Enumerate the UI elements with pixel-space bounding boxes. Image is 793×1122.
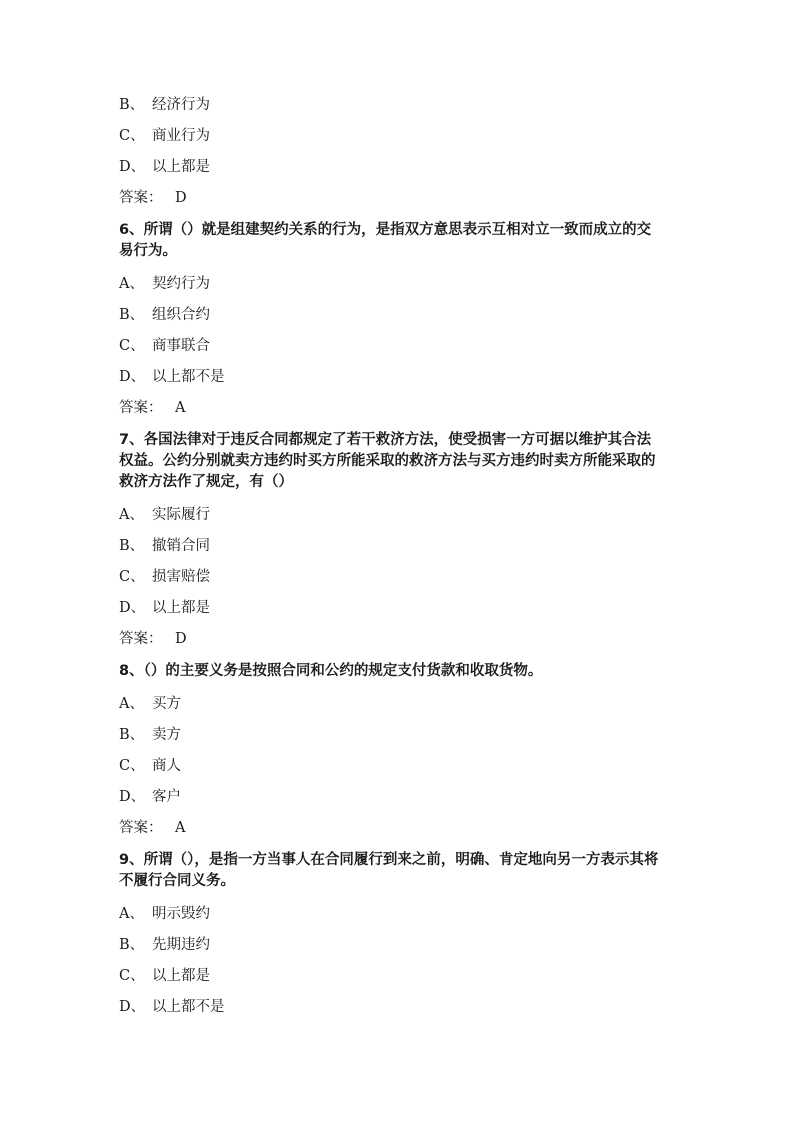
option-text: 以上都是: [152, 600, 210, 616]
option-text: 以上都不是: [152, 369, 225, 385]
option-letter: A、: [119, 906, 144, 922]
answer-line: [119, 396, 679, 427]
option-c: [119, 565, 679, 596]
option-a: [119, 272, 679, 303]
question-text: 6、所谓（）就是组建契约关系的行为，是指双方意思表示互相对立一致而成立的交易行为。: [119, 222, 652, 259]
question-block-8: [119, 661, 679, 847]
option-text: 买方: [152, 696, 181, 712]
option-a: [119, 503, 679, 534]
question-block-continued: [119, 93, 679, 217]
answer-line: [119, 627, 679, 658]
option-letter: A、: [119, 696, 144, 712]
option-c: [119, 334, 679, 365]
option-letter: D、: [119, 600, 146, 616]
answer-label: 答案：: [119, 631, 163, 647]
answer-value: A: [175, 820, 186, 836]
option-letter: C、: [119, 758, 145, 774]
option-b: [119, 723, 679, 754]
question-text: 7、各国法律对于违反合同都规定了若干救济方法，使受损害一方可据以维护其合法权益。公约分别就卖方违约时买方所能采取的救济方法与买方违约时卖方所能采取的救济方法作了规定，有（）: [119, 432, 656, 490]
option-d: [119, 155, 679, 186]
answer-label: 答案：: [119, 400, 163, 416]
option-letter: B、: [119, 727, 145, 743]
option-b: [119, 534, 679, 565]
option-text: 以上都不是: [152, 999, 225, 1015]
option-a: [119, 902, 679, 933]
option-letter: A、: [119, 507, 144, 523]
answer-value: A: [175, 400, 186, 416]
question-block-7: [119, 430, 679, 658]
option-c: [119, 964, 679, 995]
option-d: [119, 995, 679, 1026]
option-text: 契约行为: [152, 276, 210, 292]
option-text: 经济行为: [152, 97, 210, 113]
option-letter: B、: [119, 538, 145, 554]
option-c: [119, 754, 679, 785]
option-letter: C、: [119, 569, 145, 585]
option-text: 组织合约: [152, 307, 210, 323]
option-text: 明示毁约: [152, 906, 210, 922]
option-c: [119, 124, 679, 155]
option-letter: D、: [119, 369, 146, 385]
option-text: 商业行为: [152, 128, 210, 144]
option-letter: D、: [119, 999, 146, 1015]
option-letter: A、: [119, 276, 144, 292]
option-letter: B、: [119, 307, 145, 323]
option-letter: C、: [119, 338, 145, 354]
option-text: 商人: [152, 758, 181, 774]
option-letter: D、: [119, 159, 146, 175]
option-text: 以上都是: [152, 968, 210, 984]
option-letter: C、: [119, 968, 145, 984]
question-block-6: [119, 220, 679, 427]
option-text: 以上都是: [152, 159, 210, 175]
option-a: [119, 692, 679, 723]
option-text: 卖方: [152, 727, 181, 743]
answer-line: [119, 186, 679, 217]
option-d: [119, 365, 679, 396]
answer-line: [119, 816, 679, 847]
option-text: 客户: [152, 789, 181, 805]
answer-value: D: [175, 190, 187, 206]
option-text: 先期违约: [152, 937, 210, 953]
option-b: [119, 933, 679, 964]
option-text: 实际履行: [152, 507, 210, 523]
answer-label: 答案：: [119, 820, 163, 836]
question-block-9: [119, 850, 679, 1026]
option-text: 损害赔偿: [152, 569, 210, 585]
option-letter: B、: [119, 97, 145, 113]
option-b: [119, 93, 679, 124]
option-letter: C、: [119, 128, 145, 144]
page-content: [119, 93, 679, 1026]
option-text: 商事联合: [152, 338, 210, 354]
option-letter: B、: [119, 937, 145, 953]
answer-label: 答案：: [119, 190, 163, 206]
option-letter: D、: [119, 789, 146, 805]
question-text: 9、所谓（），是指一方当事人在合同履行到来之前，明确、肯定地向另一方表示其将不履行合同义务。: [119, 852, 659, 889]
option-b: [119, 303, 679, 334]
option-text: 撤销合同: [152, 538, 210, 554]
answer-value: D: [175, 631, 187, 647]
option-d: [119, 596, 679, 627]
option-d: [119, 785, 679, 816]
question-text: 8、（）的主要义务是按照合同和公约的规定支付货款和收取货物。: [119, 663, 543, 679]
